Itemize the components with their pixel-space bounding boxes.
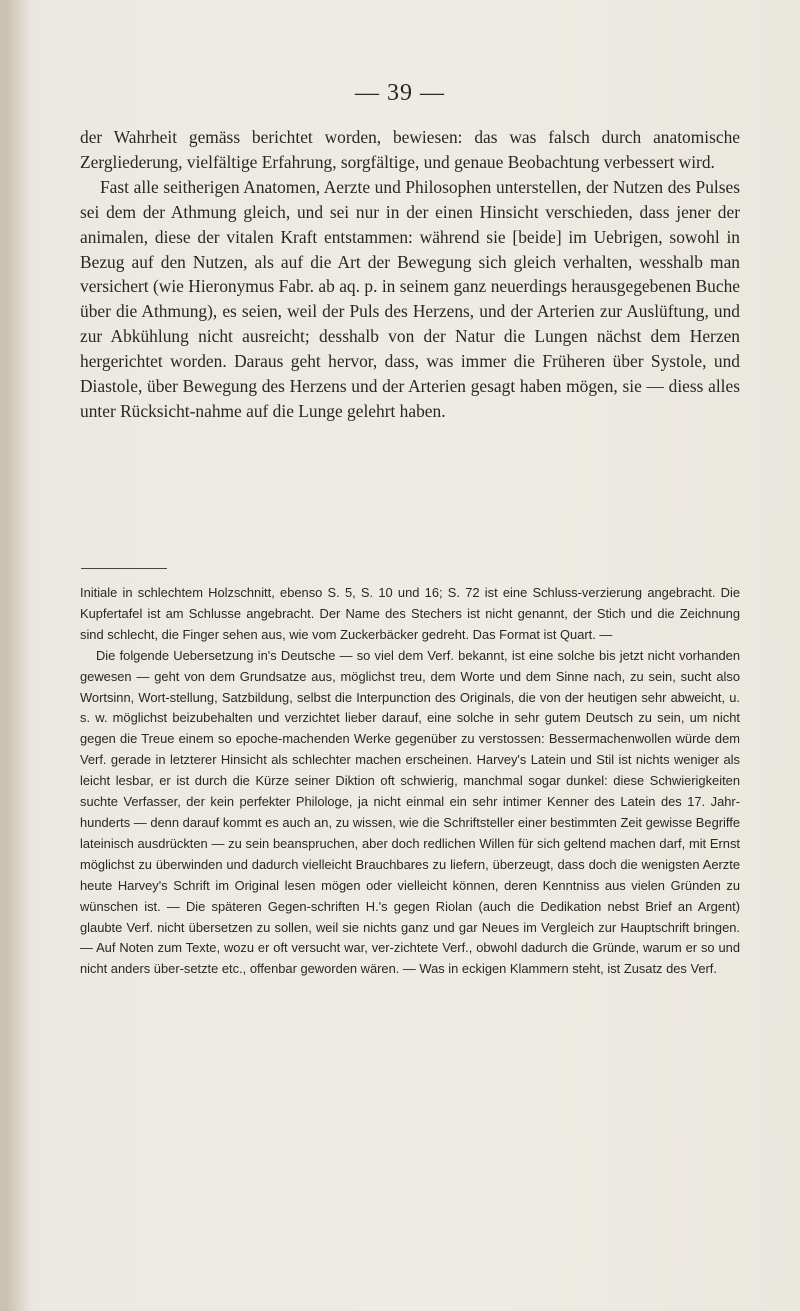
footnote-text <box>80 583 740 980</box>
footnote-separator <box>81 568 167 569</box>
footnote-paragraph-2: Die folgende Uebersetzung in's Deutsche — so viel dem Verf. bekannt, ist eine solche bis jetzt nicht vorhanden gewesen — geht von dem Grundsatze aus, möglichst treu, dem Worte und dem Sinne nach, zu sein, sucht also Wortsinn, Wort-stellung, Satzbildung, selbst die Interpunction des Originals, die von der heutigen sehr abweicht, u. s. w. möglichst beizubehalten und verzichtet lieber darauf, eine solche in sehr gutem Deutsch zu sein, um nicht gegen die Treue einem so epoche-machenden Werke gegenüber zu verstossen: Bessermachenwollen würde dem Verf. gerade in letzterer Hinsicht als schlechter machen erscheinen. Harvey's Latein und Stil ist nichts weniger als leicht lesbar, er ist durch die Kürze seiner Diktion oft schwierig, manchmal sogar dunkel: diese Schwierigkeiten suchte Verfasser, der kein perfekter Philologe, ja nicht einmal ein sehr intimer Kenner des Latein des 17. Jahr-hunderts — denn darauf kommt es auch an, zu wissen, wie die Schriftsteller einer bestimmten Zeit gewisse Begriffe lateinisch ausdrückten — zu sein beanspruchen, aber doch redlichen Willen für sich geltend machen darf, mit Ernst möglichst zu überwinden und dadurch vielleicht Brauchbares zu liefern, überzeugt, dass doch die wenigsten Aerzte heute Harvey's Schrift im Original lesen mögen oder vielleicht können, deren Kenntniss aus vielen Gründen zu wünschen ist. — Die späteren Gegen-schriften H.'s gegen Riolan (auch die Dedikation nebst Brief an Argent) glaubte Verf. nicht übersetzen zu sollen, weil sie nichts ganz und gar Neues im Vergleich zur Hauptschrift bringen. — Auf Noten zum Texte, wozu er oft versucht war, ver-zichtete Verf., obwohl dadurch die Gründe, warum er so und nicht anders über-setzte etc., offenbar geworden wären. — Was in eckigen Klammern steht, ist Zusatz des Verf. <box>80 647 740 977</box>
footnote-paragraph-1: Initiale in schlechtem Holzschnitt, ebenso S. 5, S. 10 und 16; S. 72 ist eine Schluss-verzierung angebracht. Die Kupfertafel ist am Schlusse angebracht. Der Name des Stechers ist nicht genannt, der Stich und die Zeichnung sind schlecht, die Finger sehen aus, wie vom Zuckerbäcker gedreht. Das Format ist Quart. — <box>80 585 740 642</box>
body-paragraph-1: der Wahrheit gemäss berichtet worden, bewiesen: das was falsch durch anatomische Zergliederung, vielfältige Erfahrung, sorgfältige, und genaue Beobachtung verbessert wird. <box>80 127 740 172</box>
body-paragraph-2: Fast alle seitherigen Anatomen, Aerzte und Philosophen unterstellen, der Nutzen des Pulses sei dem der Athmung gleich, und sei nur in der einen Hinsicht verschieden, dass jener der animalen, diese der vitalen Kraft entstammen: während sie [beide] im Uebrigen, sowohl in Bezug auf den Nutzen, als auf die Art der Bewegung sich gleich verhalten, wesshalb man versichert (wie Hieronymus Fabr. ab aq. p. in seinem ganz neuerdings herausgegebenen Buche über die Athmung), es seien, weil der Puls des Herzens, und der Arterien zur Auslüftung, und zur Abkühlung nicht ausreicht; desshalb von der Natur die Lungen nächst dem Herzen hergerichtet worden. Daraus geht hervor, dass, was immer die Früheren über Systole, und Diastole, über Bewegung des Herzens und der Arterien gesagt haben mögen, sie — diess alles unter Rücksicht-nahme auf die Lunge gelehrt haben. <box>80 176 740 421</box>
body-text <box>80 125 740 424</box>
page-spine-edge <box>0 0 8 1311</box>
page-number: — 39 — <box>355 80 445 106</box>
